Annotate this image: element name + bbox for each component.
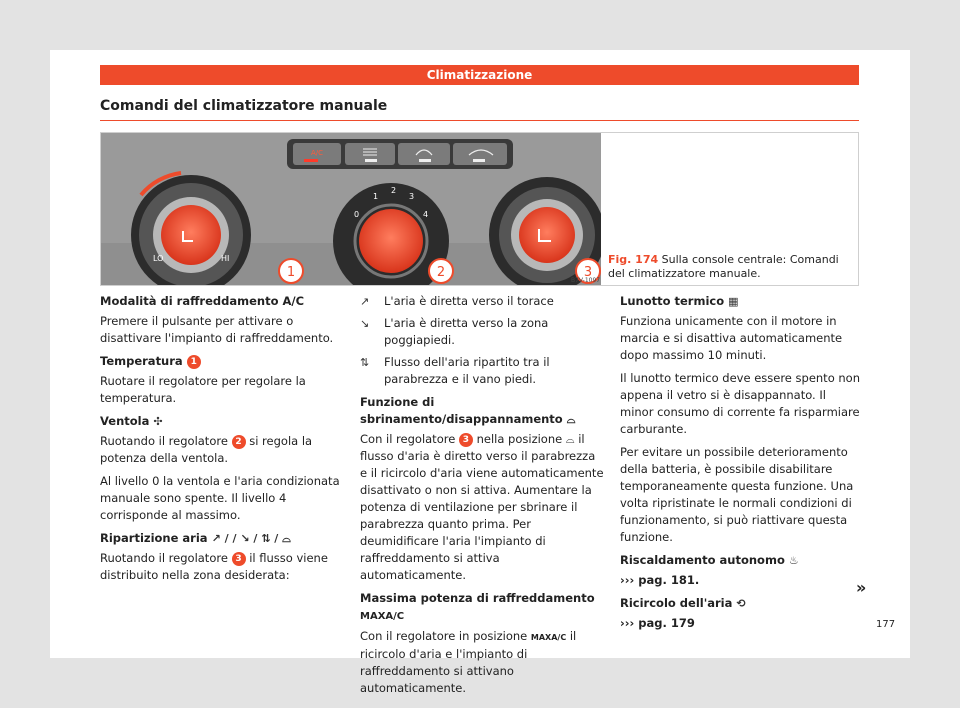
callout-badge-2: 2 [232,435,246,449]
distribution-text-b: il flusso viene distribuito nella zona desiderata: [100,551,328,582]
auxiliary-heating-link[interactable]: ››› pag. 181. [620,573,700,587]
rear-window-text-2: Il lunotto termico deve essere spento non appena il vetro si è disappannato. Il minor consumo di corrente fa risparmiare carburante. [620,371,861,436]
max-cooling-text-a: Con il regolatore in posizione [360,629,528,643]
list-item-text: L'aria è diretta verso la zona poggiapiedi. [384,316,549,347]
fan-scale-1: 1 [373,192,379,201]
column-3 [620,293,862,638]
manual-page [50,50,910,695]
page-number: 177 [876,619,896,630]
max-ac-badge: MAXA/C [360,611,405,622]
windshield-defrost-icon: ⌓ [565,433,575,446]
temperature-heading [100,353,344,370]
defrost-text-a: Con il regolatore [360,432,456,446]
defrost-text-c: il flusso d'aria è diretto verso il parabrezza e il ricircolo d'aria viene automaticamente disattivato o non si attiva. Aumentare la potenza di ventilazione per sbrinare il parabrezza quanto prima. Per deumidificare l'aria l'impianto di raffreddamento si attiva automaticamente. [360,432,604,582]
svg-text:3: 3 [583,265,593,280]
column-2 [360,293,604,703]
defrost-text-b: nella posizione [476,432,563,446]
fan-heading-text: Ventola [100,414,150,428]
figure-caption-text: Sulla console centrale: Comandi del climatizzatore manuale. [608,253,839,280]
distribution-text-a: Ruotando il regolatore [100,551,228,565]
distribution-heading-text: Ripartizione aria [100,531,208,545]
figure-label: Fig. 174 [608,253,659,266]
ac-text: Premere il pulsante per attivare o disattivare l'impianto di raffreddamento. [100,314,334,345]
distribution-text [100,550,344,584]
max-cooling-heading-text: Massima potenza di raffreddamento [360,591,595,605]
figure-caption [608,253,858,281]
rear-window-text-1: Funziona unicamente con il motore in marcia e si disattiva automaticamente dopo massimo 10 minuti. [620,314,843,362]
footwell-airflow-icon: ↘ [360,317,370,330]
continue-mark: » [856,578,867,597]
section-title: Comandi del climatizzatore manuale [100,98,388,114]
climate-control-illustration [101,133,601,285]
rear-window-heading [620,293,862,310]
defrost-heading-text: Funzione di sbrinamento/disappannamento [360,395,563,426]
fan-text [100,433,344,467]
recirculation-button[interactable] [453,143,507,165]
windshield-footwell-airflow-icon: ⇅ [360,356,370,369]
chest-airflow-icon: ↗ [360,295,370,308]
auxiliary-heating-icon: ♨ [788,554,799,567]
rear-defrost-icon: ▦ [728,295,739,308]
list-item [360,293,604,310]
figure-174 [100,132,859,286]
recirculation-icon: ⟲ [736,597,746,610]
temperature-heading-text: Temperatura [100,354,183,368]
rear-window-heading-text: Lunotto termico [620,294,725,308]
title-rule [100,120,859,121]
chapter-header: Climatizzazione [100,65,859,85]
fan-text-a: Ruotando il regolatore [100,434,228,448]
max-cooling-text [360,628,604,697]
temperature-text: Ruotare il regolatore per regolare la temperatura. [100,374,306,405]
callout-badge-3: 3 [459,433,473,447]
rear-defrost-button[interactable] [345,143,395,165]
list-item [360,315,604,349]
callout-2 [429,259,453,283]
callout-1 [279,259,303,283]
figure-code: B7V-1097 [571,277,601,284]
auxiliary-heating-heading [620,552,862,569]
list-item-text: L'aria è diretta verso il torace [384,294,554,308]
callout-badge-1: 1 [187,355,201,369]
defrost-heading [360,394,604,428]
fan-scale-0: 0 [354,210,360,219]
callout-badge-3: 3 [232,552,246,566]
defrost-text [360,431,604,584]
front-defrost-button[interactable] [398,143,450,165]
distribution-icons: ↗ / / ↘ / ⇅ / ⌓ [211,532,291,545]
recirculation-heading [620,595,862,612]
rear-window-text-3: Per evitare un possibile deterioramento della batteria, è possibile disabilitare temporaneamente questa funzione. Una volta ripristinate le normali condizioni di funzionamento, si può riattivare questa funzione. [620,445,854,544]
max-cooling-heading [360,590,604,625]
fan-heading [100,413,344,430]
fan-text-2: Al livello 0 la ventola e l'aria condizionata manuale sono spente. Il livello 4 corrisponde al massimo. [100,474,340,522]
column-1 [100,293,344,590]
fan-scale-4: 4 [423,210,429,219]
recirculation-heading-text: Ricircolo dell'aria [620,596,733,610]
fan-scale-3: 3 [409,192,415,201]
knob-hi-label: HI [221,254,230,263]
recirculation-link[interactable]: ››› pag. 179 [620,616,695,630]
fan-scale-2: 2 [391,186,397,195]
list-item [360,354,604,388]
ac-heading: Modalità di raffreddamento A/C [100,294,305,308]
climate-panel-svg [101,133,601,285]
knob-lo-label: LO [153,254,164,263]
ac-button[interactable] [293,143,341,165]
svg-text:2: 2 [436,265,446,280]
fan-icon: ✣ [153,415,163,428]
ac-button-label: A/C [310,149,324,157]
list-item-text: Flusso dell'aria ripartito tra il parabrezza e il vano piedi. [384,355,550,386]
svg-text:1: 1 [286,265,296,280]
windshield-defrost-icon: ⌓ [566,413,576,426]
fan-text-b: si regola la potenza della ventola. [100,434,313,465]
distribution-heading [100,530,344,547]
auxiliary-heating-heading-text: Riscaldamento autonomo [620,553,785,567]
max-cooling-text-b: il ricircolo d'aria e l'impianto di raffreddamento si attivano automaticamente. [360,629,577,695]
max-ac-inline-badge: MAXA/C [530,633,567,642]
